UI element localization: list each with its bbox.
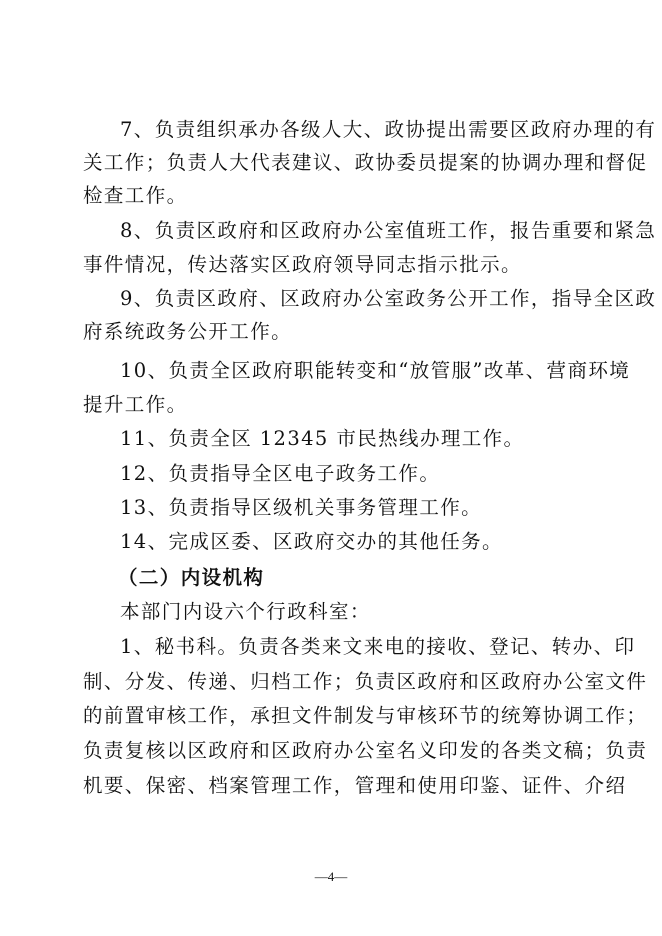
text-line-20: 机要、保密、档案管理工作，管理和使用印鉴、证件、介绍 bbox=[83, 774, 627, 797]
text-line-5: 事件情况，传达落实区政府领导同志指示批示。 bbox=[83, 253, 522, 276]
text-line-9: 提升工作。 bbox=[83, 393, 188, 416]
text-line-19: 负责复核以区政府和区政府办公室名义印发的各类文稿；负责 bbox=[83, 739, 648, 762]
text-line-2: 关工作；负责人大代表建议、政协委员提案的协调办理和督促 bbox=[83, 151, 648, 174]
text-line-4: 8、负责区政府和区政府办公室值班工作，报告重要和紧急 bbox=[120, 219, 657, 242]
text-line-18: 的前置审核工作，承担文件制发与审核环节的统筹协调工作； bbox=[83, 704, 648, 727]
text-line-16: 1、秘书科。负责各类来文来电的接收、登记、转办、印 bbox=[120, 635, 636, 658]
text-line-15: 本部门内设六个行政科室： bbox=[120, 600, 371, 623]
page-number: —4— bbox=[314, 869, 348, 884]
text-line-7: 府系统政务公开工作。 bbox=[83, 320, 293, 343]
text-line-11: 12、负责指导全区电子政务工作。 bbox=[120, 462, 441, 485]
text-line-10: 11、负责全区 12345 市民热线办理工作。 bbox=[120, 427, 525, 450]
text-line-3: 检查工作。 bbox=[83, 184, 188, 207]
text-line-13: 14、完成区委、区政府交办的其他任务。 bbox=[120, 530, 503, 553]
text-line-12: 13、负责指导区级机关事务管理工作。 bbox=[120, 496, 483, 519]
text-line-1: 7、负责组织承办各级人大、政协提出需要区政府办理的有 bbox=[120, 118, 657, 141]
section-heading: （二）内设机构 bbox=[118, 566, 265, 589]
text-line-8: 10、负责全区政府职能转变和“放管服”改革、营商环境 bbox=[120, 359, 631, 382]
text-line-17: 制、分发、传递、归档工作；负责区政府和区政府办公室文件 bbox=[83, 670, 648, 693]
text-line-6: 9、负责区政府、区政府办公室政务公开工作，指导全区政 bbox=[120, 287, 657, 310]
